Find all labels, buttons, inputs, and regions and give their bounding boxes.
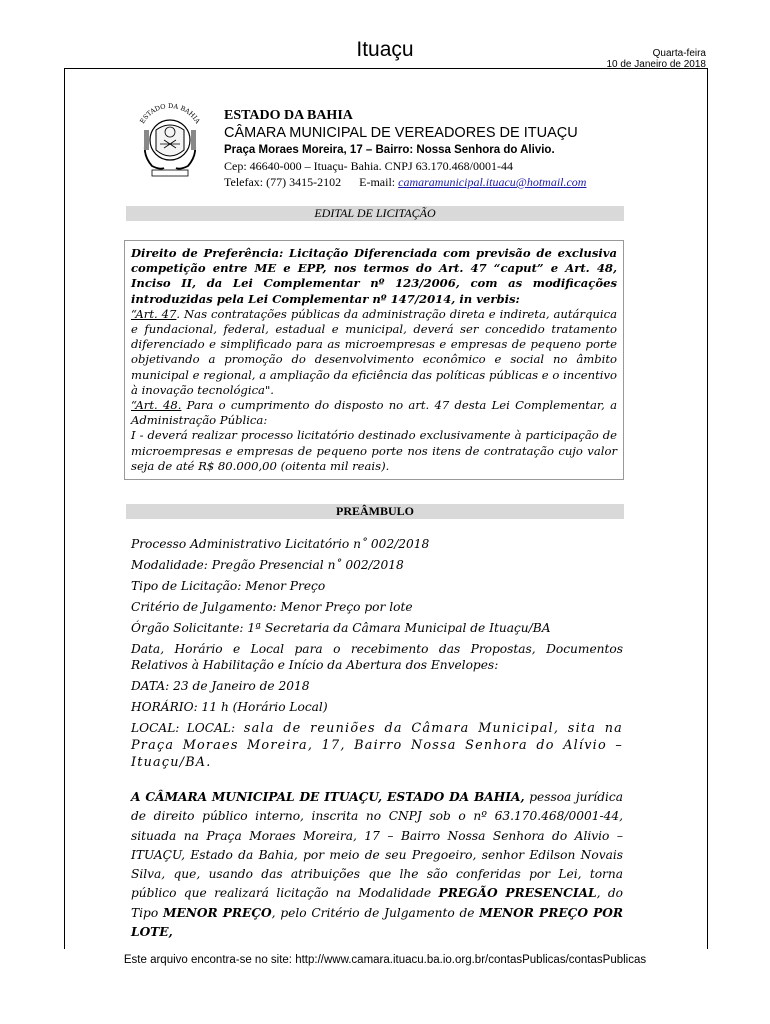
preambulo-horario: HORÁRIO: 11 h (Horário Local) (131, 700, 328, 714)
header-weekday: Quarta-feira (652, 48, 706, 59)
art47-text: . Nas contratações públicas da administração direta e indireta, autárquica e fundacional, federal, estadual e municipal, deverá ser concedido tratamento diferenciado e simplificado para as microempresas e empresas de pequeno porte objetivando a promoção do desenvolvimento econômico e social no âmbito municipal e regional, a ampliação da eficiência das políticas públicas e o incentivo à inovação tecnológica". (131, 306, 617, 397)
preambulo-orgao: Órgão Solicitante: 1ª Secretaria da Câmara Municipal de Ituaçu/BA (131, 621, 551, 635)
preference-heading: Direito de Preferência: Licitação Diferenciada com previsão de exclusiva competição entre ME e EPP, nos termos do Art. 47 “caput” e Art. 48, Inciso II, da Lei Complementar nº 123/2006, com as modificações introduzidas pela Lei Complementar nº 147/2014, in verbis: (131, 246, 617, 306)
org-chamber: CÂMARA MUNICIPAL DE VEREADORES DE ITUAÇU (224, 125, 578, 141)
preambulo-section (131, 536, 623, 776)
org-cep-line: Cep: 46640-000 – Ituaçu- Bahia. CNPJ 63.170.468/0001-44 (224, 159, 513, 173)
art47-label: “Art. 47 (131, 306, 177, 321)
preambulo-data: DATA: 23 de Janeiro de 2018 (131, 679, 310, 693)
preambulo-title-bar: PREÂMBULO (126, 504, 624, 519)
preambulo-local-text: sala de reuniões da Câmara Municipal, sita na Praça Moraes Moreira, 17, Bairro Nossa Senhora do Alívio – Ituaçu/BA. (131, 721, 623, 770)
inciso-paragraph: I - deverá realizar processo licitatório destinado exclusivamente à participação de microempresas e empresas de pequeno porte nos itens de contratação cujo valor seja de até R$ 80.000,00 (oitenta mil reais). (131, 428, 617, 473)
intro-part6: , pelo Critério de Julgamento de (271, 905, 480, 920)
preambulo-modalidade: Modalidade: Pregão Presencial n˚ 002/2018 (131, 558, 404, 572)
org-contact-line (224, 174, 674, 190)
preambulo-tipo: Tipo de Licitação: Menor Preço (131, 579, 326, 593)
art48-paragraph (131, 398, 617, 428)
intro-part1: A CÂMARA MUNICIPAL DE ITUAÇU, ESTADO DA BAHIA, (131, 790, 525, 804)
organization-block (224, 108, 674, 190)
intro-part2: pessoa jurídica de direito público interno, inscrita no CNPJ sob o nº 63.170.468/0001-44, situada na Praça Moraes Moreira, 17 – Bairro Nossa Senhora do Alivio – ITUAÇU, Estado da Bahia, por meio de seu Pregoeiro, senhor Edilson Novais Silva, que, usando das atribuições que lhe são conferidas por Lei, torna público que realizará licitação na Modalidade (131, 790, 623, 901)
preference-box (124, 240, 624, 480)
coat-of-arms-icon (130, 96, 210, 186)
preambulo-data-horario-local: Data, Horário e Local para o recebimento das Propostas, Documentos Relativos à Habilitação e Início da Abertura dos Envelopes: (131, 642, 623, 672)
org-state: ESTADO DA BAHIA (224, 108, 353, 123)
org-phone: Telefax: (77) 3415-2102 (224, 175, 342, 189)
art48-label: “Art. 48. (131, 398, 182, 413)
intro-part4: , do Tipo (131, 886, 624, 920)
header-city: Ituaçu (356, 38, 414, 61)
header-date (606, 48, 706, 70)
org-address: Praça Moraes Moreira, 17 – Bairro: Nossa Senhora do Alivio. (224, 144, 555, 156)
seal-arc-text: ESTADO DA BAHIA (138, 101, 202, 126)
footer-url: Este arquivo encontra-se no site: http://www.camara.ituacu.ba.io.org.br/contasPublicas/contasPublicas (123, 954, 647, 966)
preambulo-local (131, 720, 623, 771)
edital-title-bar: EDITAL DE LICITAÇÃO (126, 206, 624, 221)
intro-part5: MENOR PREÇO (162, 905, 272, 920)
art48-text: Para o cumprimento do disposto no art. 47 desta Lei Complementar, a Administração Pública: (131, 398, 617, 428)
intro-part3: PREGÃO PRESENCIAL (438, 886, 597, 901)
intro-paragraph (131, 788, 623, 942)
org-email-link[interactable]: camaramunicipal.ituacu@hotmail.com (398, 175, 587, 189)
org-email-label: E-mail: (359, 175, 396, 189)
preambulo-local-label: LOCAL: LOCAL: (131, 721, 236, 735)
intro-part7: MENOR PREÇO POR LOTE, (131, 905, 624, 940)
header-full-date: 10 de Janeiro de 2018 (606, 59, 706, 70)
preambulo-processo: Processo Administrativo Licitatório n˚ 002/2018 (131, 537, 430, 551)
preambulo-criterio: Critério de Julgamento: Menor Preço por lote (131, 600, 413, 614)
art47-paragraph (131, 307, 617, 398)
